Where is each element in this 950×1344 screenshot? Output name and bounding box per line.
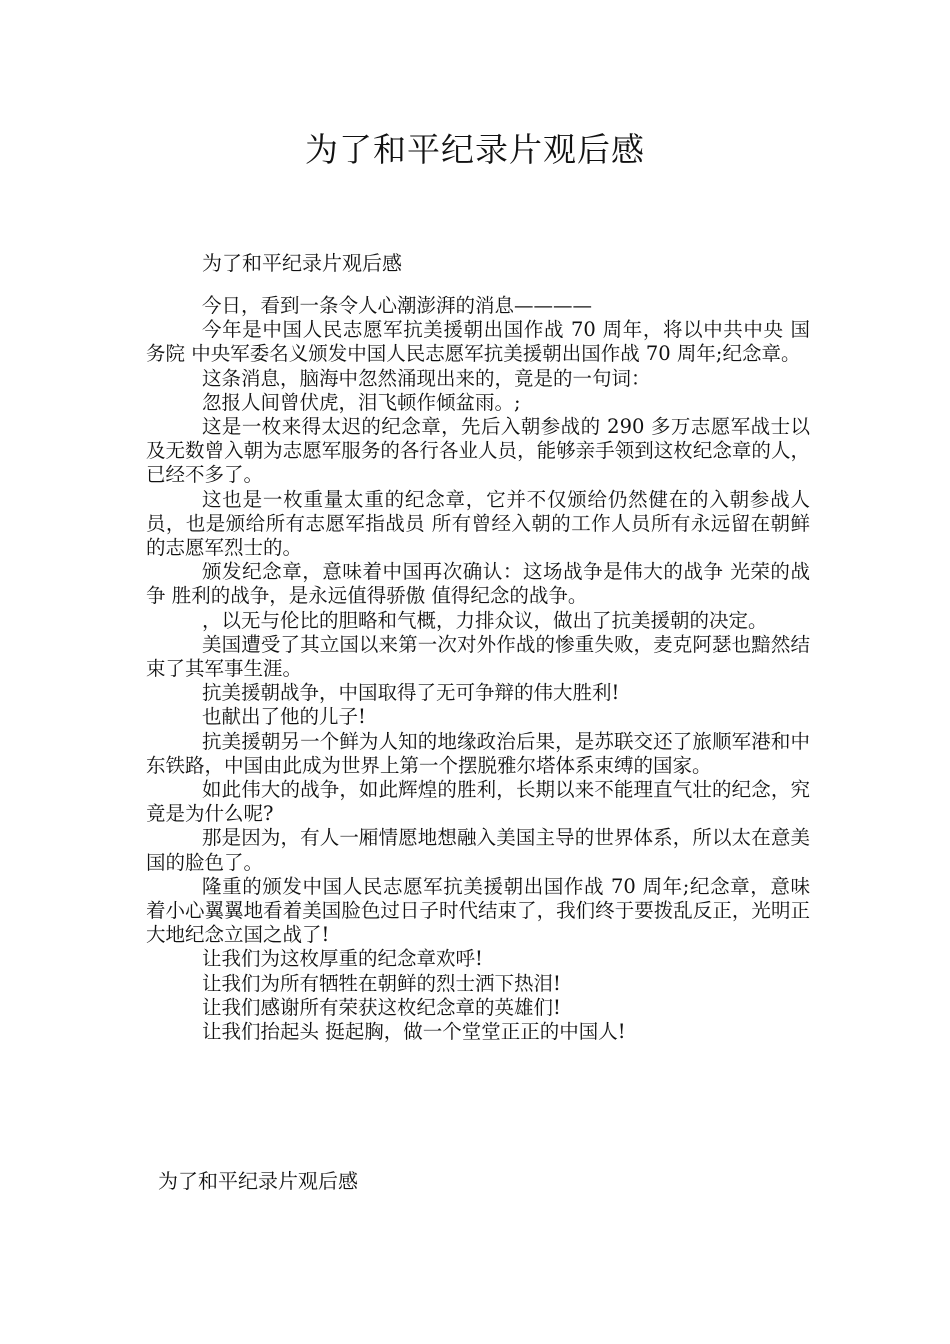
paragraph: 如此伟大的战争，如此辉煌的胜利，长期以来不能理直气壮的纪念，究竟是为什么呢?	[146, 778, 810, 826]
paragraph: 忽报人间曾伏虎，泪飞顿作倾盆雨。;	[202, 390, 521, 414]
paragraph: 这条消息，脑海中忽然涌现出来的，竟是的一句词：	[202, 366, 651, 390]
paragraph: 这也是一枚重量太重的纪念章，它并不仅颁给仍然健在的入朝参战人员，也是颁给所有志愿军指战员 所有曾经入朝的工作人员所有永远留在朝鲜的志愿军烈士的。	[146, 487, 810, 560]
paragraph: 美国遭受了其立国以来第一次对外作战的惨重失败，麦克阿瑟也黯然结束了其军事生涯。	[146, 632, 810, 681]
paragraph: 也献出了他的儿子!	[202, 705, 366, 729]
paragraph: 今年是中国人民志愿军抗美援朝出国作战 70 周年，将以中共中央 国务院 中央军委名义颁发中国人民志愿军抗美援朝出国作战 70 周年;纪念章。	[146, 318, 810, 366]
article-body	[146, 294, 810, 1044]
paragraph: 抗美援朝另一个鲜为人知的地缘政治后果，是苏联交还了旅顺军港和中东铁路，中国由此成为世界上第一个摆脱雅尔塔体系束缚的国家。	[146, 729, 810, 777]
intro-title: 为了和平纪录片观后感	[202, 251, 402, 275]
paragraph: 这是一枚来得太迟的纪念章，先后入朝参战的 290 多万志愿军战士以及无数曾入朝为志愿军服务的各行各业人员，能够亲手领到这枚纪念章的人，已经不多了。	[146, 415, 810, 487]
paragraph: 隆重的颁发中国人民志愿军抗美援朝出国作战 70 周年;纪念章，意味着小心翼翼地看着美国脸色过日子时代结束了，我们终于要拨乱反正，光明正大地纪念立国之战了!	[146, 874, 810, 947]
paragraph: 那是因为，有人一厢情愿地想融入美国主导的世界体系，所以太在意美国的脸色了。	[146, 826, 810, 874]
paragraph: ，以无与伦比的胆略和气概，力排众议，做出了抗美援朝的决定。	[202, 608, 768, 632]
paragraph: 让我们抬起头 挺起胸，做一个堂堂正正的中国人!	[202, 1020, 626, 1044]
footer-title: 为了和平纪录片观后感	[158, 1169, 358, 1193]
paragraph: 抗美援朝战争，中国取得了无可争辩的伟大胜利!	[202, 681, 620, 705]
paragraph: 今日，看到一条令人心潮澎湃的消息————	[202, 294, 593, 317]
paragraph: 让我们感谢所有荣获这枚纪念章的英雄们!	[202, 995, 561, 1019]
paragraph: 让我们为这枚厚重的纪念章欢呼!	[202, 947, 483, 971]
page-title: 为了和平纪录片观后感	[305, 130, 645, 169]
paragraph: 让我们为所有牺牲在朝鲜的烈士洒下热泪!	[202, 971, 561, 995]
paragraph: 颁发纪念章，意味着中国再次确认：这场战争是伟大的战争 光荣的战争 胜利的战争，是永远值得骄傲 值得纪念的战争。	[146, 560, 810, 608]
